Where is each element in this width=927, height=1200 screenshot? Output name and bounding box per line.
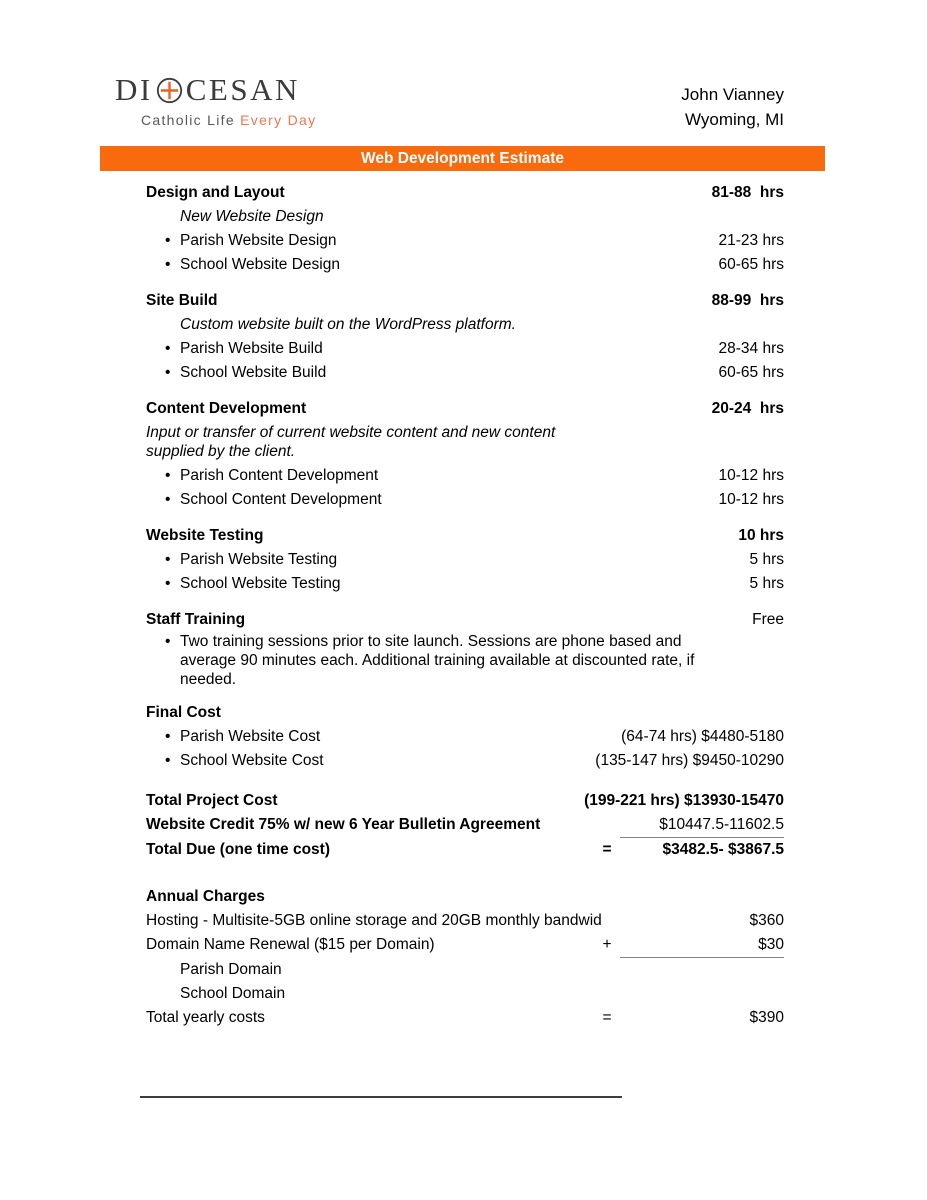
line-item-cost: (64-74 hrs) $4480-5180 <box>621 728 784 745</box>
total-label: Website Credit 75% w/ new 6 Year Bulletin Agreement <box>146 816 541 833</box>
line-item-label: • School Website Cost <box>146 749 595 773</box>
website-credit-row <box>146 813 784 838</box>
section-description: New Website Design <box>180 208 324 225</box>
section-title: Site Build <box>146 292 218 309</box>
section-description: Custom website built on the WordPress platform. <box>180 316 516 333</box>
plus-operator: + <box>602 936 612 953</box>
section-hours-total: 88-99 hrs <box>711 292 784 309</box>
total-project-cost-row <box>146 789 784 813</box>
diocesan-logo <box>115 74 316 128</box>
line-item-label: • Parish Website Testing <box>146 548 750 572</box>
banner-title: Web Development Estimate <box>100 146 825 171</box>
line-item-label: • School Website Build <box>146 361 719 385</box>
tagline-accent: Every Day <box>240 112 317 128</box>
line-item-hours: 28-34 hrs <box>718 340 784 357</box>
section-hours-total: Free <box>752 611 784 628</box>
line-item-hours: 10-12 hrs <box>718 491 784 508</box>
totals-block <box>146 789 784 862</box>
equals-operator: = <box>602 841 612 858</box>
annual-value: $360 <box>749 912 784 929</box>
total-due-row <box>146 838 784 862</box>
logo-text-prefix: DI <box>115 72 153 107</box>
hosting-row <box>146 909 784 933</box>
line-item-hours: 60-65 hrs <box>718 364 784 381</box>
line-item-label: • School Content Development <box>146 488 719 512</box>
line-item-label: • Parish Website Build <box>146 337 719 361</box>
annual-label: Domain Name Renewal ($15 per Domain) <box>146 936 435 953</box>
estimate-body <box>0 171 927 1098</box>
total-value: $10447.5-11602.5 <box>620 813 784 838</box>
tagline-start: Catholic Life <box>141 112 241 128</box>
section-content-development <box>146 397 784 512</box>
section-design-and-layout <box>146 181 784 277</box>
line-item-label: • School Website Testing <box>146 572 750 596</box>
line-item-label: • Parish Content Development <box>146 464 719 488</box>
section-title: Design and Layout <box>146 184 285 201</box>
section-site-build <box>146 289 784 385</box>
line-item-cost: (135-147 hrs) $9450-10290 <box>595 752 784 769</box>
annual-charges-title: Annual Charges <box>146 888 265 905</box>
client-info <box>681 74 784 132</box>
line-item-hours: 5 hrs <box>749 575 784 592</box>
annual-label: School Domain <box>180 985 286 1002</box>
section-final-cost <box>146 701 784 773</box>
section-hours-total: 10 hrs <box>738 527 784 544</box>
section-title: Content Development <box>146 400 307 417</box>
section-staff-training <box>146 608 784 689</box>
line-item-hours: 10-12 hrs <box>718 467 784 484</box>
section-website-testing <box>146 524 784 596</box>
client-name: John Vianney <box>681 85 784 104</box>
line-item-hours: 21-23 hrs <box>718 232 784 249</box>
domain-renewal-row <box>146 933 784 958</box>
signature-line <box>140 1096 622 1098</box>
annual-value: $30 <box>620 933 784 958</box>
total-yearly-costs-row <box>146 1006 784 1030</box>
section-title: Website Testing <box>146 527 264 544</box>
line-item-hours: 60-65 hrs <box>718 256 784 273</box>
annual-value: $390 <box>749 1009 784 1026</box>
annual-label: Hosting - Multisite-5GB online storage and 20GB monthly bandwid <box>146 912 602 929</box>
logo-wordmark <box>115 74 316 105</box>
section-hours-total: 81-88 hrs <box>711 184 784 201</box>
section-title: Final Cost <box>146 704 221 721</box>
equals-operator: = <box>602 1009 612 1026</box>
client-location: Wyoming, MI <box>684 110 784 129</box>
logo-cross-circle-icon <box>156 77 183 104</box>
total-label: Total Due (one time cost) <box>146 841 331 858</box>
training-note: • Two training sessions prior to site launch. Sessions are phone based and average 90 minutes each. Additional training available at discounted rate, if needed. <box>146 632 726 689</box>
line-item-label: • Parish Website Design <box>146 229 719 253</box>
school-domain-row <box>146 982 784 1006</box>
document-header <box>0 0 927 132</box>
total-value: (199-221 hrs) $13930-15470 <box>584 792 784 809</box>
logo-text-suffix: CESAN <box>185 72 300 107</box>
logo-tagline <box>141 112 316 128</box>
annual-label: Parish Domain <box>180 961 282 978</box>
annual-charges-block <box>146 885 784 1030</box>
section-hours-total: 20-24 hrs <box>711 400 784 417</box>
line-item-label: • Parish Website Cost <box>146 725 621 749</box>
line-item-label: • School Website Design <box>146 253 719 277</box>
parish-domain-row <box>146 958 784 982</box>
annual-label: Total yearly costs <box>146 1009 265 1026</box>
section-description: Input or transfer of current website content and new content supplied by the client. <box>146 424 556 460</box>
line-item-hours: 5 hrs <box>749 551 784 568</box>
total-value: $3482.5- $3867.5 <box>662 841 784 858</box>
total-label: Total Project Cost <box>146 792 278 809</box>
section-title: Staff Training <box>146 611 246 628</box>
